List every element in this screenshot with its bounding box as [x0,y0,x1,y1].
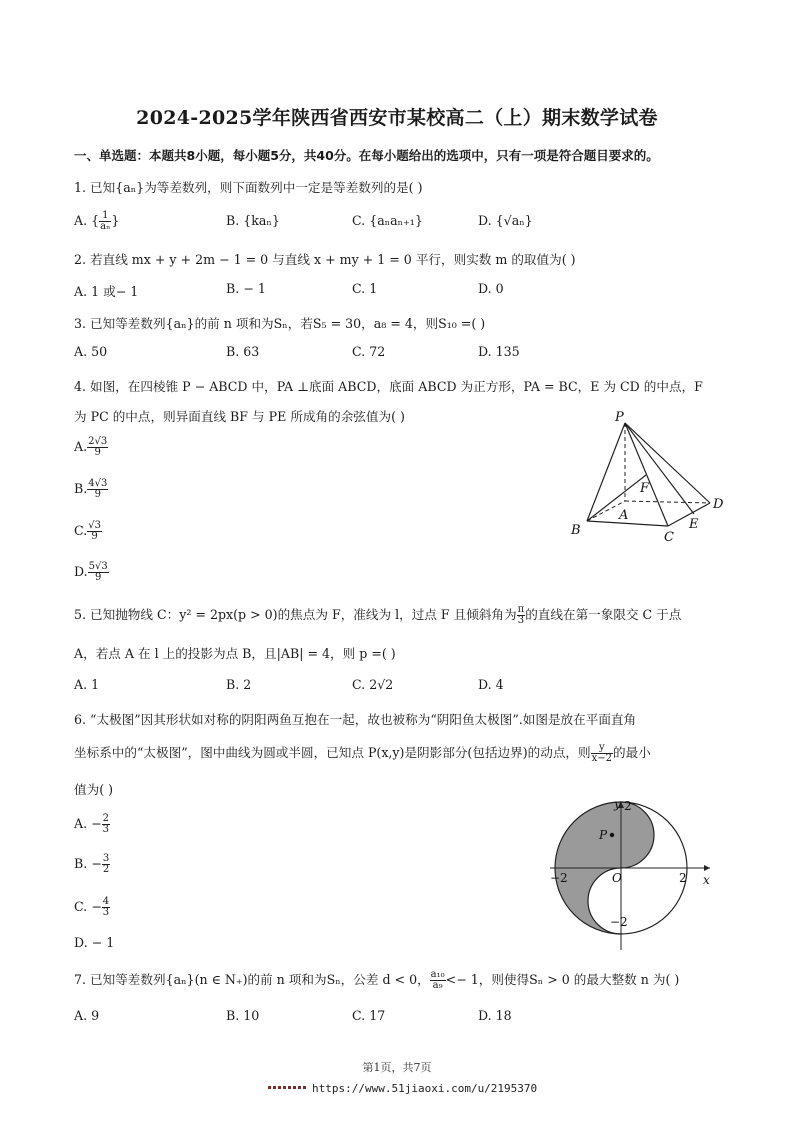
question-3-stem: 3. 已知等差数列{aₙ}的前 n 项和为Sₙ，若S₅ = 30，a₈ = 4，则S₁₀ =( ) [74,316,486,331]
q5-option-b: B. 2 [226,677,252,692]
taiji-figure [548,800,718,950]
page-title: 2024-2025学年陕西省西安市某校高二（上）期末数学试卷 [136,107,658,129]
q3-option-d: D. 135 [478,344,520,359]
q5-option-d: D. 4 [478,677,504,692]
edge-pc [625,423,668,526]
question-4-stem-line2: 为 PC 的中点，则异面直线 BF 与 PE 所成角的余弦值为( ) [74,409,405,424]
q3-option-b: B. 63 [226,344,260,359]
q5-option-a: A. 1 [74,677,100,692]
q1-option-d: D. {√aₙ} [478,213,533,228]
q4-option-b: B. $\frac{4√3}{9}$ [74,478,108,500]
q6-option-c: C. − $\frac{4}{3}$ [74,896,110,918]
q4-option-d: D. $\frac{5√3}{9}$ [74,561,108,583]
question-4-stem-line1: 4. 如图，在四棱锥 P − ABCD 中，PA ⊥底面 ABCD，底面 ABCD 为正方形，PA = BC，E 为 CD 的中点，F [74,379,703,394]
label-f: F [640,481,650,496]
question-6-stem-line1: 6. “太极图”因其形状如对称的阴阳两鱼互抱在一起，故也被称为“阴阳鱼太极图”.如图是放在平面直角 [74,712,637,727]
q6-option-a: A. − $\frac{2}{3}$ [74,813,110,835]
q4-option-c: C. $\frac{√3}{9}$ [74,520,101,542]
tick-bottom-minus2: −2 [610,915,628,929]
q6-option-d: D. − 1 [74,935,115,950]
label-d: D [713,497,724,512]
page-number: 第1页，共7页 [362,1061,432,1074]
q4-option-a: A. $\frac{2√3}{9}$ [74,436,108,458]
tick-right-2: 2 [679,871,687,885]
section-header: 一、单选题：本题共8小题，每小题5分，共40分。在每小题给出的选项中，只有一项是符合题目要求的。 [74,148,659,163]
tick-top-2: 2 [624,800,632,813]
q1-option-a: A. { $\frac{1}{\text{aₙ}}$ } [74,210,120,232]
question-1-stem: 1. 已知{aₙ}为等差数列，则下面数列中一定是等差数列的是( ) [74,180,423,195]
point-p [610,833,614,837]
label-y: y [614,800,621,811]
q1-option-b: B. {kaₙ} [226,213,280,228]
label-p: P [599,828,608,842]
q2-option-d: D. 0 [478,281,504,296]
watermark-logo-icon [268,1086,306,1089]
label-c: C [664,530,674,545]
edge-pd [625,423,710,503]
edge-ad [625,501,710,503]
q5-option-c: C. 2√2 [352,677,394,692]
q6-option-b: B. − $\frac{3}{2}$ [74,853,110,875]
q2-option-c: C. 1 [352,281,378,296]
q2-option-a: A. 1 或− 1 [74,284,139,299]
q3-option-c: C. 72 [352,344,386,359]
label-x: x [703,873,710,887]
label-b: B [571,523,581,538]
q7-option-d: D. 18 [478,1008,512,1023]
q7-option-b: B. 10 [226,1008,260,1023]
q3-option-a: A. 50 [74,344,108,359]
question-5-stem-line1: 5. 已知抛物线 C：y² = 2px(p > 0)的焦点为 F，准线为 l，过点 F 且倾斜角为 $\frac{\pi}{3}$ 的直线在第一象限交 C 于点 [74,604,682,626]
q7-option-a: A. 9 [74,1008,100,1023]
question-5-stem-line2: A，若点 A 在 l 上的投影为点 B，且|AB| = 4，则 p =( ) [74,646,396,661]
question-2-stem: 2. 若直线 mx + y + 2m − 1 = 0 与直线 x + my + 1 = 0 平行，则实数 m 的取值为( ) [74,252,576,267]
label-a: A [619,508,629,523]
edge-pe [625,423,694,514]
watermark-url[interactable] [268,1077,537,1096]
watermark-url-text: https://www.51jiaoxi.com/u/2195370 [312,1082,538,1095]
label-origin: O [612,871,622,885]
label-p: P [615,410,624,425]
pyramid-figure [565,408,730,548]
q7-option-c: C. 17 [352,1008,386,1023]
tick-left-minus2: −2 [550,871,568,885]
q2-option-b: B. − 1 [226,281,266,296]
question-7-stem: 7. 已知等差数列{aₙ}(n ∈ N₊)的前 n 项和为Sₙ，公差 d < 0， $\frac{\text{a₁₀}}{\text{a₉}}$ <− 1，则使得Sₙ > 0 的最大整数 n 为( ) [74,969,680,991]
question-6-stem-line2: 坐标系中的“太极图”，图中曲线为圆或半圆，已知点 P(x,y)是阴影部分(包括边界)的动点，则 $\frac{y}{x-2}$ 的最小 [74,742,651,764]
q1-option-c: C. {aₙaₙ₊₁} [352,213,423,228]
label-e: E [689,517,699,532]
question-6-stem-line3: 值为( ) [74,782,114,797]
